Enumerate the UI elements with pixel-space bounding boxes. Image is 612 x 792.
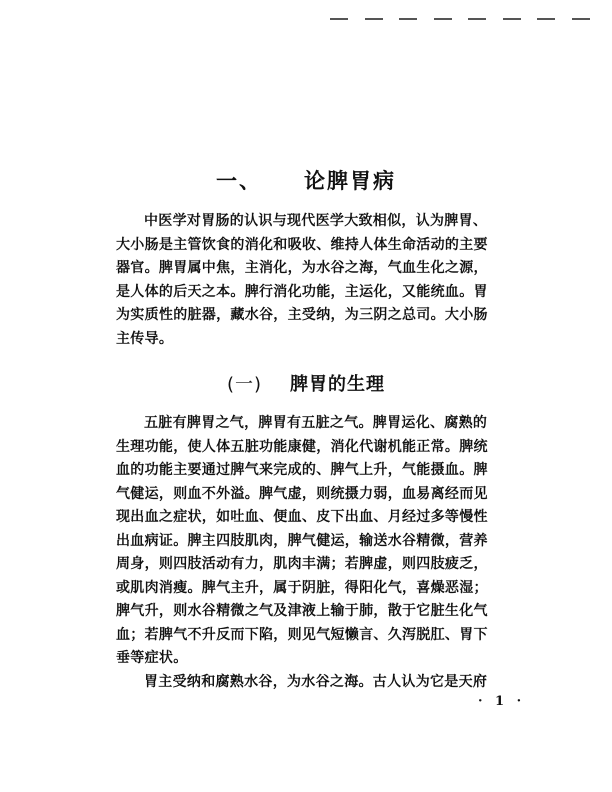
chapter-title-text: 论脾胃病 xyxy=(304,169,396,193)
text-line: 为实质性的脏器，藏水谷，主受纳，为三阴之总司。大小肠 xyxy=(116,307,488,323)
rule-dash xyxy=(572,18,590,20)
header-dashed-rule xyxy=(330,18,590,20)
body-paragraph-2 xyxy=(116,671,526,695)
text-line: 是人体的后天之本。脾行消化功能，主运化，又能统血。胃 xyxy=(116,283,488,300)
text-line: 主传导。 xyxy=(116,330,174,347)
text-line: 血；若脾气不升反而下陷，则见气短懒言、久泻脱肛、胃下 xyxy=(116,626,488,643)
text-line: 胃主受纳和腐熟水谷，为水谷之海。古人认为它是天府 xyxy=(144,674,488,690)
text-line: 出血病证。脾主四肢肌肉，脾气健运，输送水谷精微，营养 xyxy=(116,532,488,549)
rule-dash xyxy=(503,18,521,20)
rule-dash xyxy=(537,18,555,20)
text-line: 血的功能主要通过脾气来完成的、脾气上升，气能摄血。脾 xyxy=(116,462,488,478)
chapter-title xyxy=(0,165,612,195)
rule-dash xyxy=(468,18,486,20)
section-title xyxy=(0,370,612,396)
text-line: 器官。脾胃属中焦，主消化，为水谷之海，气血生化之源， xyxy=(116,260,488,276)
chapter-number: 一、 xyxy=(216,169,262,193)
text-line: 脾气升，则水谷精微之气及津液上输于肺，散于它脏生化气 xyxy=(116,603,488,619)
rule-dash xyxy=(434,18,452,20)
rule-dash xyxy=(330,18,348,20)
text-line: 周身，则四肢活动有力，肌肉丰满；若脾虚，则四肢疲乏， xyxy=(116,556,488,572)
section-number: (一) xyxy=(226,374,263,395)
text-line: 气健运，则血不外溢。脾气虚，则统摄力弱，血易离经而见 xyxy=(116,485,488,502)
text-line: 垂等症状。 xyxy=(116,650,188,666)
text-line: 现出血之症状，如吐血、便血、皮下出血、月经过多等慢性 xyxy=(116,509,488,525)
page-number: · 1 · xyxy=(478,694,526,709)
intro-paragraph xyxy=(116,210,526,351)
section-title-text: 脾胃的生理 xyxy=(290,374,386,395)
text-line: 五脏有脾胃之气，脾胃有五脏之气。脾胃运化、腐熟的 xyxy=(144,415,488,431)
text-line: 或肌肉消瘦。脾气主升，属于阴脏，得阳化气，喜燥恶湿； xyxy=(116,579,488,596)
text-line: 生理功能，使人体五脏功能康健，消化代谢机能正常。脾统 xyxy=(116,438,488,455)
text-line: 中医学对胃肠的认识与现代医学大致相似，认为脾胃、 xyxy=(144,213,488,229)
text-line: 大小肠是主管饮食的消化和吸收、维持人体生命活动的主要 xyxy=(116,236,488,253)
rule-dash xyxy=(365,18,383,20)
rule-dash xyxy=(399,18,417,20)
body-paragraph-1 xyxy=(116,412,526,671)
